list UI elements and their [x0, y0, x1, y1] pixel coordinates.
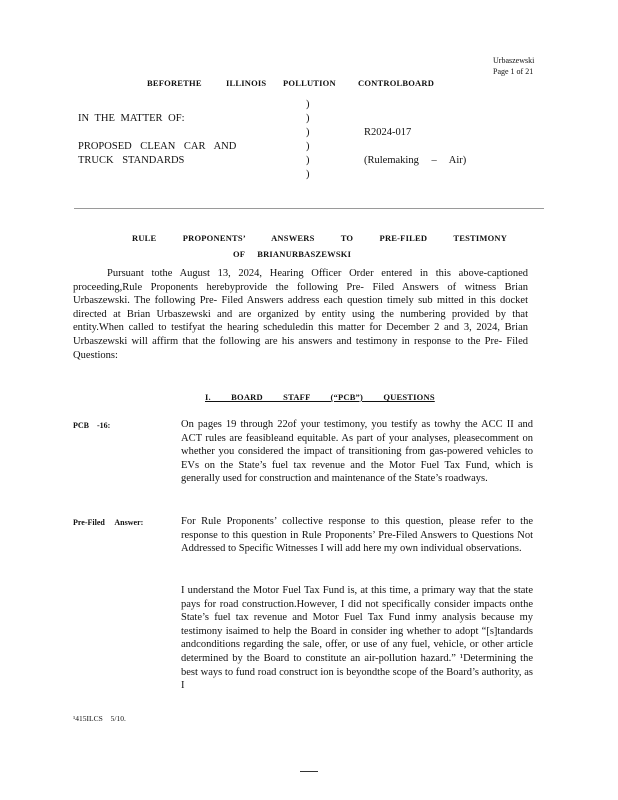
caption-proposal-line1: PROPOSED CLEAN CAR AND — [78, 141, 237, 152]
footnote: ¹415ILCS 5/10. — [73, 714, 126, 723]
answer-paragraph-2: I understand the Motor Fuel Tax Fund is, at this time, a primary way that the state pays for road construction.However, I did not specifically consider impacts onthe State’s fuel tax revenue and Motor Fuel Tax Fund inmy analysis because my testimony isaimed to help the Board in consider ing whether to adopt “[s]tandards andconditions regarding the sale, offer, or use of any fuel, vehicle, or other article determined by the Board to constitute an air-pollution hazard.” ¹Determining the best ways to fund road construct ion is beyondthe scope of the Board’s authority, as I — [181, 585, 533, 692]
caption-matter: IN THE MATTER OF: — [78, 113, 185, 124]
board-title-word: POLLUTION — [283, 78, 336, 88]
caption-proposal-line2: TRUCK STANDARDS — [78, 155, 185, 166]
section-heading: I. BOARD STAFF (“PCB”) QUESTIONS — [205, 392, 435, 402]
intro-paragraph: Pursuant tothe August 13, 2024, Hearing Officer Order entered in this above-captioned proceeding,Rule Proponents herebyprovide the following Pre- Filed Answers of witness Brian Urbaszewski. The following Pre- Filed Answers address each question timely sub mitted in this docket directed at Brian Urbaszewski and are organized by entity using the numbering provided by that entity.When called to testifyat the hearing scheduledin this matter for December 2 and 3, 2024, Brian Urbaszewski will affirm that the following are his answers and testimony in response to the Pre- Filed Questions: — [73, 268, 528, 361]
caption-type: (Rulemaking – Air) — [364, 155, 467, 166]
answer-label: Pre-Filed Answer: — [73, 518, 144, 527]
question-label: PCB -16: — [73, 421, 111, 430]
header-page-number: Page 1 of 21 — [493, 67, 534, 76]
caption-docket: R2024-017 — [364, 127, 412, 138]
caption-paren: ) — [306, 141, 310, 152]
board-title-word: ILLINOIS — [226, 78, 267, 88]
document-title-line2: OF BRIANURBASZEWSKI — [233, 249, 352, 259]
caption-paren: ) — [306, 127, 310, 138]
page-footer-mark — [300, 771, 318, 772]
caption-paren: ) — [306, 113, 310, 124]
board-title-word: CONTROLBOARD — [358, 78, 435, 88]
answer-paragraph-1: For Rule Proponents’ collective response to this question, please refer to the response to this question in Rule Proponents’ Pre-Filed Answers to Questions Not Addressed to Specific Witnesses I will add here my own individual observations. — [181, 516, 533, 555]
caption-paren: ) — [306, 155, 310, 166]
document-title-line1: RULE PROPONENTS’ ANSWERS TO PRE-FILED TESTIMONY — [132, 233, 508, 243]
question-text: On pages 19 through 22of your testimony, you testify as towhy the ACC II and ACT rules are feasibleand equitable. As part of your analyses, pleasecomment on whether you considered the impact of transitioning from gas-powered vehicles to EVs on the State’s fuel tax revenue and the Motor Fuel Tax Fund, which is generally used for construction and maintenance of the State’s roadways. — [181, 419, 533, 485]
caption-paren: ) — [306, 169, 310, 180]
caption-divider — [74, 208, 544, 209]
header-author: Urbaszewski — [493, 56, 535, 65]
caption-paren: ) — [306, 99, 310, 110]
board-title-word: BEFORETHE — [147, 78, 202, 88]
